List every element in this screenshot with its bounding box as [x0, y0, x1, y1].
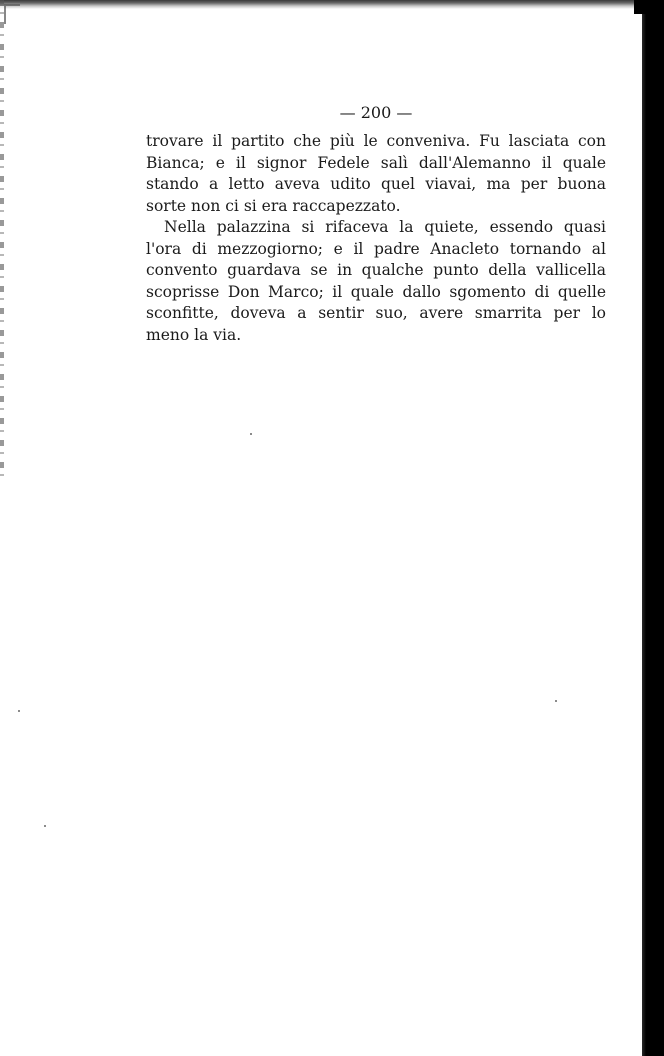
scan-left-edge: [0, 0, 4, 480]
text-line: Bianca; e il signor Fedele salì dall'Alemanno il quale: [146, 153, 606, 172]
text-line: trovare il partito che più le conveniva. Fu lasciata con: [146, 132, 606, 150]
scan-corner-mark: [4, 4, 20, 24]
text-line: sorte non ci si era raccapezzato.: [146, 196, 401, 215]
text-line: l'ora di mezzogiorno; e il padre Anacleto tornando al: [146, 239, 606, 258]
scan-speck: [44, 825, 46, 827]
text-line: scoprisse Don Marco; il quale dallo sgomento di quelle: [146, 282, 606, 301]
scan-speck: [250, 433, 252, 435]
scan-right-corner: [634, 0, 664, 14]
scan-top-edge: [0, 0, 642, 9]
scan-speck: [555, 700, 557, 702]
text-line: meno la via.: [146, 325, 242, 344]
body-text: [146, 131, 606, 346]
text-line: sconfitte, doveva a sentir suo, avere smarrita per lo: [146, 304, 606, 322]
text-line: convento guardava se in qualche punto della vallicella: [146, 261, 606, 279]
text-line: Nella palazzina si rifaceva la quiete, essendo quasi: [164, 218, 606, 236]
scan-speck: [18, 710, 20, 712]
scan-right-edge: [642, 0, 664, 1056]
page-number: — 200 —: [339, 103, 413, 122]
text-line: stando a letto aveva udito quel viavai, ma per buona: [146, 175, 606, 193]
